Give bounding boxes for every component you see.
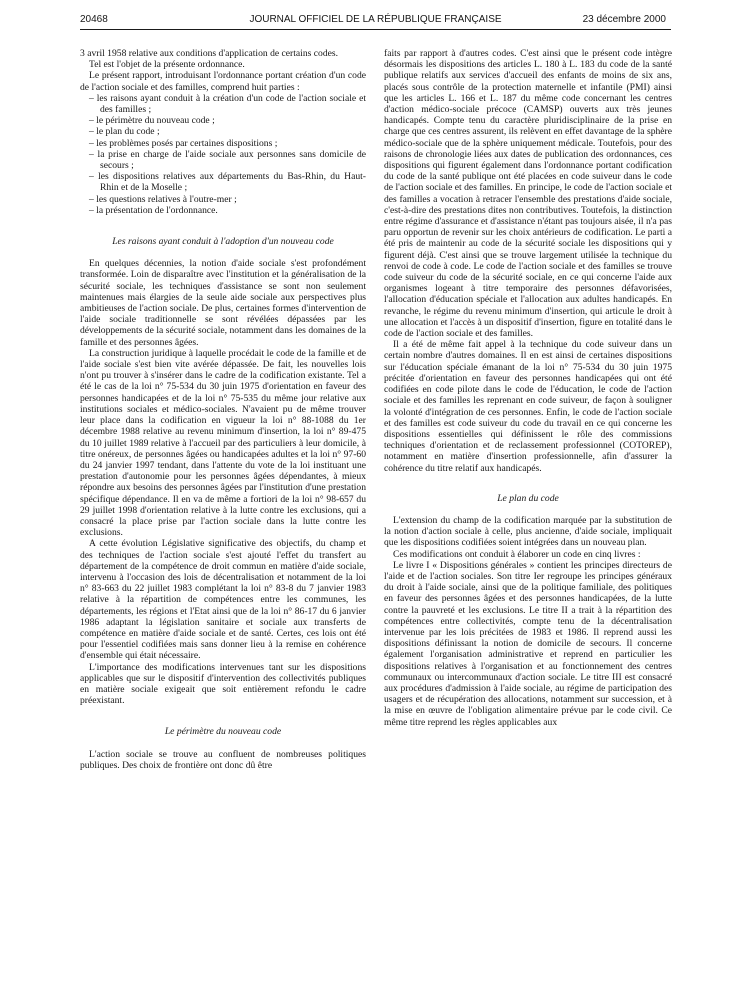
parts-list (89, 93, 366, 216)
paragraph: La construction juridique à laquelle procédait le code de la famille et de l'aide sociale s'est bien vite avérée dépassée. De fait, les nouvelles lois n'ont pu trouver à s'insérer dans le cadre de la codification existante. Tel a été le cas de la loi n° 75-534 du 30 juin 1975 d'orientation en faveur des personnes handicapées et de la loi n° 75-535 du même jour relative aux institutions sociales et médico-sociales. N'avaient pu de même trouver leur place dans la codification en vigueur la loi n° 88-1088 du 1er décembre 1988 relative au revenu minimum d'insertion, la loi n° 89-475 du 10 juillet 1989 relative à l'accueil par des particuliers à leur domicile, à titre onéreux, de personnes âgées ou handicapées adultes et la loi n° 97-60 du 24 janvier 1997 tendant, dans l'attente du vote de la loi instituant une prestation d'autonomie pour les personnes âgées dépendantes, à mieux répondre aux besoins des personnes âgées par l'institution d'une prestation spécifique dépendance. Il en va de même a fortiori de la loi n° 98-657 du 29 juillet 1998 d'orientation relative à la lutte contre les exclusions, qui a consacré la place prise par l'action sociale dans la lutte contre les exclusions. (80, 347, 366, 539)
paragraph: L'action sociale se trouve au confluent de nombreuses politiques publiques. Des choix de frontière ont donc dû être (80, 748, 366, 771)
paragraph: Tel est l'objet de la présente ordonnance. (89, 59, 245, 71)
paragraph: Le livre I « Dispositions générales » contient les principes directeurs de l'aide et de l'action sociales. Son titre Ier regroupe les principes généraux du droit à l'aide sociale, ainsi que de la politique familiale, des politiques en faveur des personnes âgées et des personnes handicapées, de la lutte contre la pauvreté et les exclusions. Le titre II a trait à la répartition des compétences entre collectivités, compte tenu de la décentralisation intervenue par les lois précitées de 1983 et 1986. Il reprend aussi les dispositions définissant la notion de domicile de secours. Il concerne également l'organisation administrative et reprend en particulier les dispositions relatives à l'organisation et au fonctionnement des centres communaux ou intercommunaux d'action sociale. Le titre III est consacré aux procédures d'admission à l'aide sociale, au régime de participation des usagers et de récupération des allocations, notamment sur succession, et à la mise en œuvre de l'obligation alimentaire prévue par le code civil. Ce même titre reprend les règles applicables aux (384, 559, 672, 728)
section-heading: Le périmètre du nouveau code (164, 726, 282, 738)
paragraph: Le présent rapport, introduisant l'ordonnance portant création d'un code de l'action sociale et des familles, comprend huit parties : (80, 70, 366, 93)
list-item: – les dispositions relatives aux départements du Bas-Rhin, du Haut-Rhin et de la Moselle ; (89, 171, 366, 193)
list-item: – la prise en charge de l'aide sociale aux personnes sans domicile de secours ; (89, 149, 366, 171)
section-heading: Le plan du code (497, 492, 559, 504)
paragraph: A cette évolution Législative significative des objectifs, du champ et des techniques de l'action sociale s'est ajouté l'effet du transfert au département de la compétence de droit commun en matière d'aide sociale, intervenu à l'occasion des lois de décentralisation et notamment de la loi n° 83-663 du 22 juillet 1983 complétant la loi n° 83-8 du 7 janvier 1983 relative à la répartition de compétences entre les communes, les départements, les régions et l'Etat ainsi que de la loi n° 86-17 du 6 janvier 1986 adaptant la législation sanitaire et sociale aux transferts de compétence en matière d'aide sociale et de santé. Certes, ces lois ont été pour l'essentiel codifiées mais sans donner lieu à la remise en cohérence d'ensemble qui était nécessaire. (80, 538, 366, 662)
page-header (0, 0, 751, 50)
paragraph: faits par rapport à d'autres codes. C'est ainsi que le présent code intègre désormais les dispositions des articles L. 180 à L. 183 du code de la santé publique relatifs aux services d'accueil des enfants de moins de six ans, placés sous contrôle de la protection maternelle et infantile (PMI) ainsi que les articles L. 166 et L. 187 du même code concernant les centres d'action médico-sociale précoce (CAMSP) ouverts aux très jeunes handicapés. Compte tenu du caractère pluridisciplinaire de la prise en charge que ces centres assurent, ils relèvent en effet davantage de la sphère médico-sociale que de la sphère uniquement médicale. Toutefois, pour des raisons de chronologie liées aux dates de publication des ordonnances, ces dispositions qui figurent également dans l'ordonnance portant codification du code de la santé publique ont été placées en code suiveur dans le code de l'action sociale et des familles. En principe, le code de l'action sociale et des familles a vocation à retracer l'ensemble des prestations d'aide sociale, c'est-à-dire des prestations dites non contributives. Toutefois, la distinction entre régime d'assurance et d'assistance n'étant pas toujours aisée, il n'a pas paru opportun de revenir sur les choix antérieurs de codification. Le parti a été pris de maintenir au code de la sécurité sociale les dispositions qui y figurent déjà. C'est ainsi que se trouve largement utilisée la technique du renvoi de code à code. Le code de l'action sociale et des familles se trouve code suiveur du code de la sécurité sociale, en ce qui concerne l'aide aux organismes logeant à titre temporaire des personnes défavorisées, l'allocation d'éducation spéciale et l'allocation aux adultes handicapés. En revanche, le régime du revenu minimum d'insertion, qui articule le droit à une allocation et l'accès à un dispositif d'insertion, figure en totalité dans le code de l'action sociale et des familles. (384, 48, 672, 340)
paragraph: L'extension du champ de la codification marquée par la substitution de la notion d'action sociale à celle, plus ancienne, d'aide sociale, impliquait que les dispositions codifiées soient intégrées dans un nouveau plan. (384, 514, 672, 549)
left-column (80, 48, 366, 771)
paragraph: 3 avril 1958 relative aux conditions d'application de certains codes. (80, 48, 339, 59)
page-number: 20468 (80, 14, 108, 25)
list-item: – les problèmes posés par certaines dispositions ; (89, 138, 366, 149)
journal-title: JOURNAL OFFICIEL DE LA RÉPUBLIQUE FRANÇAISE (249, 14, 502, 25)
header-rule (80, 29, 671, 30)
list-item: – le plan du code ; (89, 126, 366, 137)
section-heading: Les raisons ayant conduit à l'adoption d'un nouveau code (112, 236, 334, 248)
issue-date: 23 décembre 2000 (582, 14, 666, 25)
list-item: – les questions relatives à l'outre-mer ; (89, 194, 366, 205)
paragraph: Ces modifications ont conduit à élaborer un code en cinq livres : (393, 548, 641, 560)
list-item: – le périmètre du nouveau code ; (89, 115, 366, 126)
paragraph: L'importance des modifications intervenues tant sur les dispositions applicables que sur le dispositif d'intervention des collectivités publiques en matière sociale exigeait que soit entièrement refondu le cadre préexistant. (80, 661, 366, 707)
paragraph: En quelques décennies, la notion d'aide sociale s'est profondément transformée. Loin de disparaître avec l'institution et la généralisation de la sécurité sociale, les techniques d'assistance se sont non seulement maintenues mais élargies de la seule aide sociale aux perspectives plus ambitieuses de l'action sociale. De plus, certaines formes d'intervention de l'aide sociale traditionnelle se sont révélées dépassées par les développements de la sécurité sociale, notamment dans les domaines de la famille et des personnes âgées. (80, 258, 366, 348)
right-column (384, 48, 672, 728)
list-item: – la présentation de l'ordonnance. (89, 205, 366, 216)
list-item: – les raisons ayant conduit à la création d'un code de l'action sociale et des familles ; (89, 93, 366, 115)
paragraph: Il a été de même fait appel à la technique du code suiveur dans un certain nombre d'autres domaines. Il en est ainsi de certaines dispositions sur l'éducation spéciale émanant de la loi n° 75-534 du 30 juin 1975 précitée d'orientation en faveur des personnes handicapées qui ont été codifiées en code pilote dans le code de l'éducation, le code de l'action sociale et des familles les reprenant en code suiveur, de façon à souligner la volonté d'intégration de ces personnes. Enfin, le code de l'action sociale et des familles est code suiveur du code du travail en ce qui concerne les dispositions essentielles qui définissent le rôle des commissions techniques d'orientation et de reclassement professionnel (COTOREP), notamment en matière d'insertion professionnelle, afin d'assurer la cohérence du titre relatif aux handicapés. (384, 339, 672, 474)
